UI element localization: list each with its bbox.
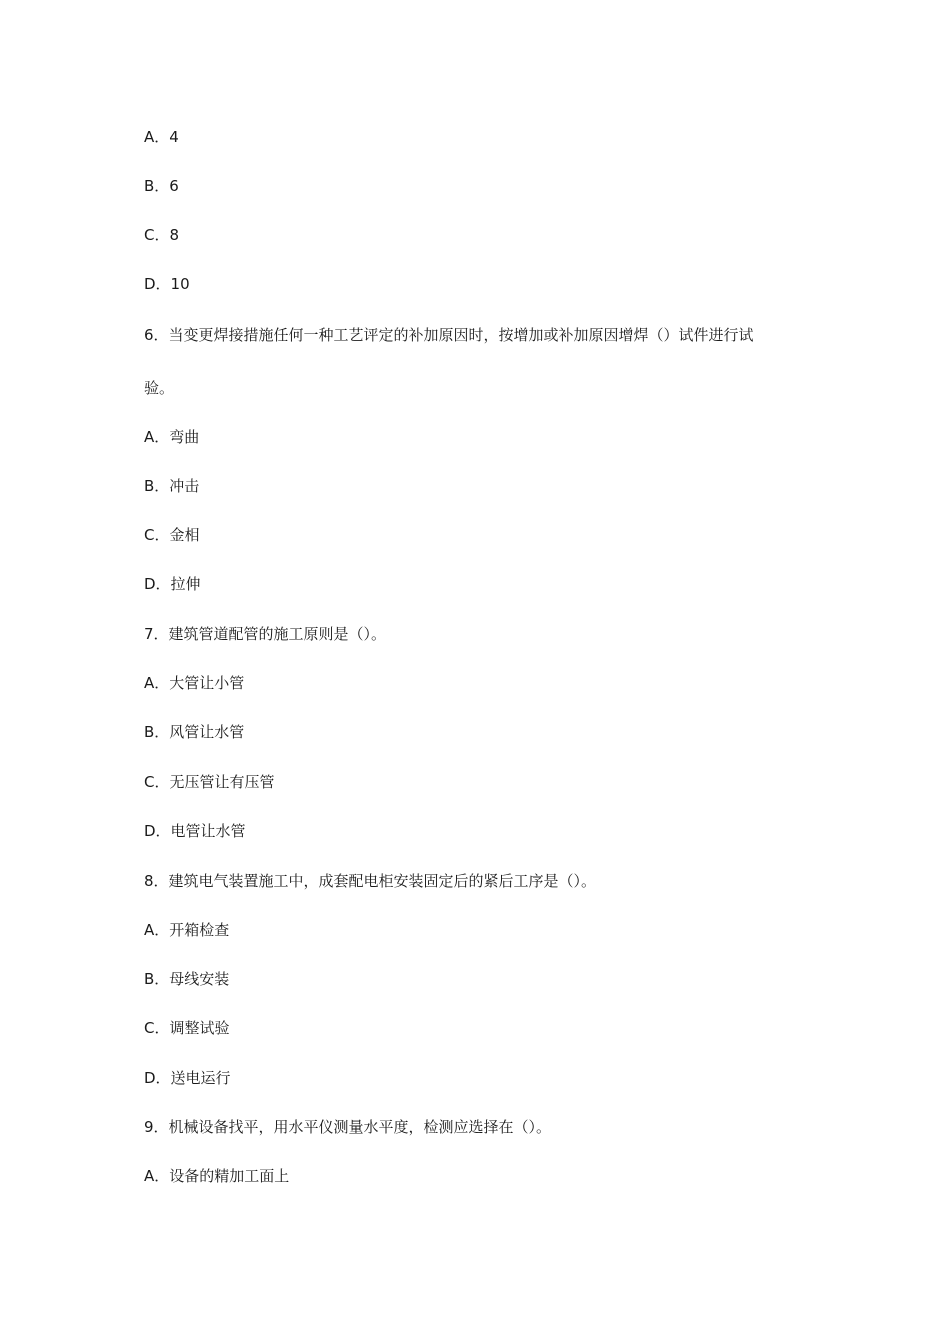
option-text: C．调整试验 [144, 1019, 230, 1037]
question-text: 9．机械设备找平，用水平仪测量水平度，检测应选择在（）。 [144, 1118, 552, 1136]
option-text: B．6 [144, 177, 179, 195]
option-text: A．弯曲 [144, 428, 200, 446]
option-text: D．电管让水管 [144, 822, 246, 840]
question-text: 6．当变更焊接措施任何一种工艺评定的补加原因时，按增加或补加原因增焊（）试件进行试 [144, 326, 754, 344]
option-text: C．8 [144, 226, 180, 244]
option-text: D．10 [144, 275, 190, 293]
option-text: A．4 [144, 128, 179, 146]
option-text: D．拉伸 [144, 575, 201, 593]
option-text: A．大管让小管 [144, 674, 245, 692]
option-text: A．设备的精加工面上 [144, 1167, 290, 1185]
question-text: 8．建筑电气装置施工中，成套配电柜安装固定后的紧后工序是（）。 [144, 872, 597, 890]
question-text-continued: 验。 [144, 379, 175, 397]
option-text: B．母线安装 [144, 970, 230, 988]
option-text: D．送电运行 [144, 1069, 231, 1087]
question-text: 7．建筑管道配管的施工原则是（）。 [144, 625, 387, 643]
option-text: A．开箱检查 [144, 921, 230, 939]
option-text: C．无压管让有压管 [144, 773, 275, 791]
option-text: B．冲击 [144, 477, 200, 495]
option-text: B．风管让水管 [144, 723, 245, 741]
option-text: C．金相 [144, 526, 200, 544]
